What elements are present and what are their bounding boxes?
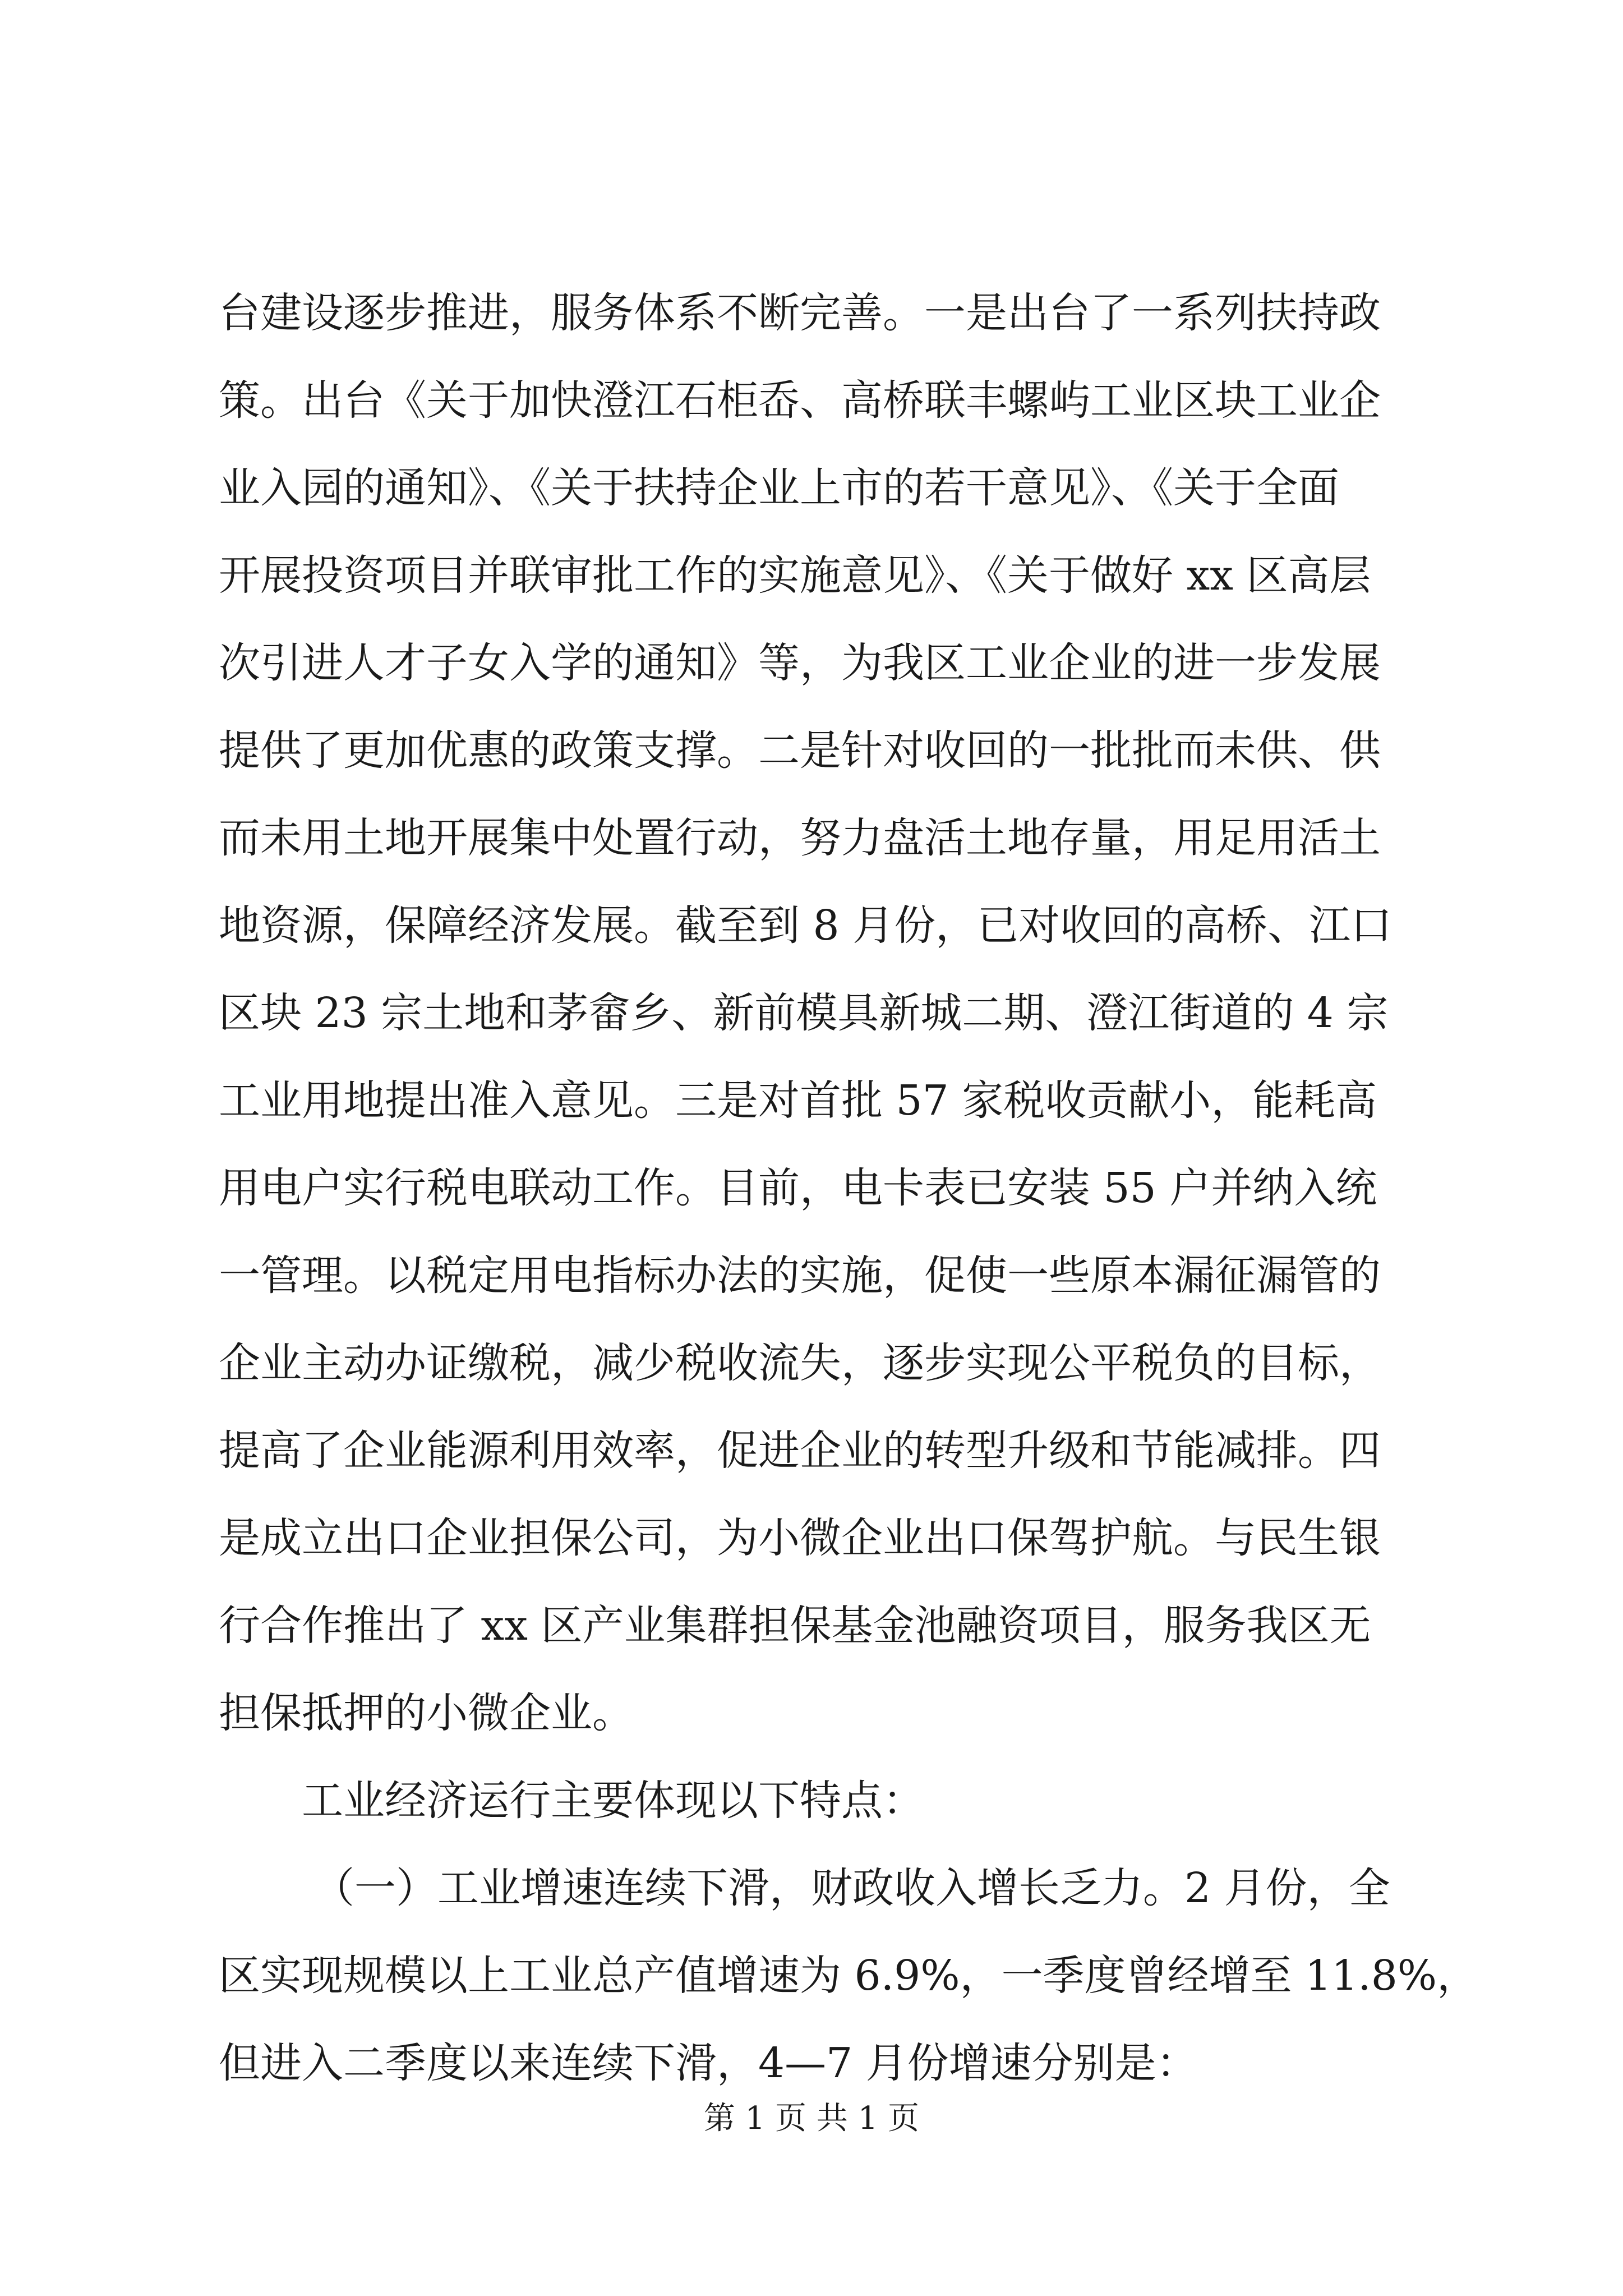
text-line: 开展投资项目并联审批工作的实施意见》、《关于做好 xx 区高层: [219, 551, 1371, 600]
text-line: 一管理。以税定用电指标办法的实施，促使一些原本漏征漏管的: [219, 1251, 1381, 1300]
text-line: 提供了更加优惠的政策支撑。二是针对收回的一批批而未供、供: [219, 726, 1381, 775]
text-line: 策。出台《关于加快澄江石柜岙、高桥联丰螺屿工业区块工业企: [219, 376, 1381, 425]
text-line: 工业用地提出准入意见。三是对首批 57 家税收贡献小，能耗高: [219, 1076, 1377, 1125]
section-heading-line: （一）工业增速连续下滑，财政收入增长乏力。2 月份，全: [313, 1864, 1390, 1912]
text-line: 业入园的通知》、《关于扶持企业上市的若干意见》、《关于全面: [219, 464, 1339, 512]
text-line: 是成立出口企业担保公司，为小微企业出口保驾护航。与民生银: [219, 1514, 1381, 1562]
page-footer: 第 1 页 共 1 页: [703, 2100, 920, 2137]
text-line: 提高了企业能源利用效率，促进企业的转型升级和节能减排。四: [219, 1427, 1381, 1475]
text-line: 区块 23 宗土地和茅畲乡、新前模具新城二期、澄江街道的 4 宗: [219, 989, 1389, 1037]
text-line: 区实现规模以上工业总产值增速为 6.9%，一季度曾经增至 11.8%，: [219, 1952, 1479, 2000]
text-line: 行合作推出了 xx 区产业集群担保基金池融资项目，服务我区无: [219, 1602, 1371, 1650]
text-line: 次引进人才子女入学的通知》等，为我区工业企业的进一步发展: [219, 639, 1381, 687]
text-line: 地资源，保障经济发展。截至到 8 月份，已对收回的高桥、江口: [219, 901, 1393, 950]
text-line: 企业主动办证缴税，减少税收流失，逐步实现公平税负的目标，: [219, 1339, 1381, 1387]
text-line: 但进入二季度以来连续下滑，4—7 月份增速分别是：: [219, 2039, 1198, 2087]
text-line: 用电户实行税电联动工作。目前，电卡表已安装 55 户并纳入统: [219, 1164, 1377, 1212]
text-line: 台建设逐步推进，服务体系不断完善。一是出台了一系列扶持政: [219, 289, 1381, 337]
text-line: 而未用土地开展集中处置行动，努力盘活土地存量，用足用活土: [219, 814, 1381, 862]
text-line: 担保抵押的小微企业。: [219, 1689, 634, 1737]
document-body: [219, 269, 1479, 2107]
paragraph-heading: 工业经济运行主要体现以下特点：: [302, 1777, 924, 1825]
